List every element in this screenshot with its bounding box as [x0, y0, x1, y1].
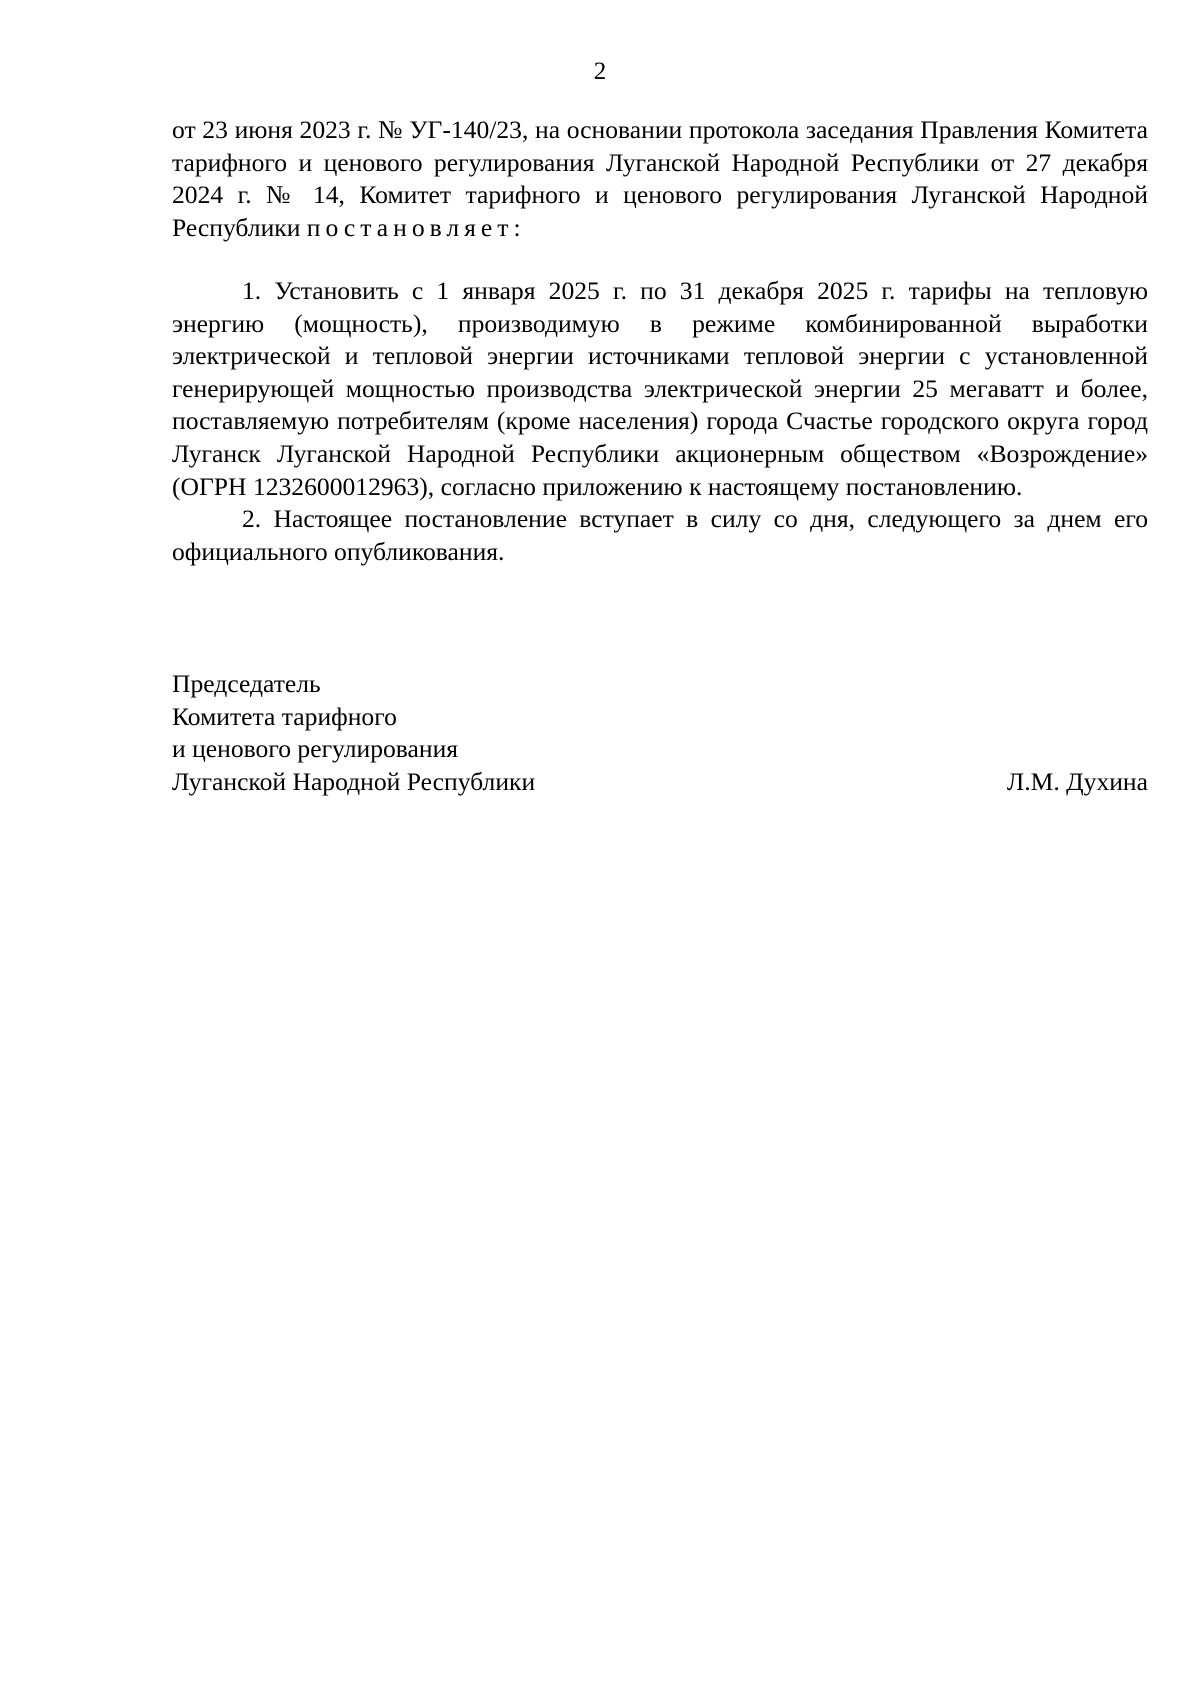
point-2: 2. Настоящее постановление вступает в силу со дня, следующего за днем его официального опубликования.: [172, 504, 1148, 566]
signer-position-line-2: Комитета тарифного: [172, 701, 397, 731]
signature-last-row: [172, 766, 1148, 799]
points-section: [172, 275, 1148, 568]
signer-position-line-3: и ценового регулирования: [172, 734, 459, 764]
decree-word: постановляет: [306, 212, 514, 242]
intro-section: [172, 114, 1148, 244]
intro-text: от 23 июня 2023 г. № УГ-140/23, на основании протокола заседания Правления Комитета тарифного и ценового регулирования Луганской Народной Республики от 27 декабря 2024 г. № 14, Комитет тарифного и ценового регулирования Луганской Народной Республики: [172, 115, 1148, 242]
intro-colon: :: [513, 212, 521, 242]
signature-block: [172, 668, 1148, 798]
signer-name: Л.М. Духина: [1006, 766, 1148, 796]
intro-paragraph: [172, 114, 1148, 244]
point-1: 1. Установить с 1 января 2025 г. по 31 декабря 2025 г. тарифы на тепловую энергию (мощность), производимую в режиме комбинированной выработки электрической и тепловой энергии источниками тепловой энергии с установленной генерирующей мощностью производства электрической энергии 25 мегаватт и более, поставляемую потребителям (кроме населения) города Счастье городского округа город Луганск Луганской Народной Республики акционерным обществом «Возрождение» (ОГРН 1232600012963), согласно приложению к настоящему постановлению.: [172, 276, 1148, 501]
page-number: 2: [593, 58, 607, 85]
signer-position-line-4: Луганской Народной Республики: [172, 766, 536, 796]
signer-position-line-1: Председатель: [172, 669, 321, 698]
